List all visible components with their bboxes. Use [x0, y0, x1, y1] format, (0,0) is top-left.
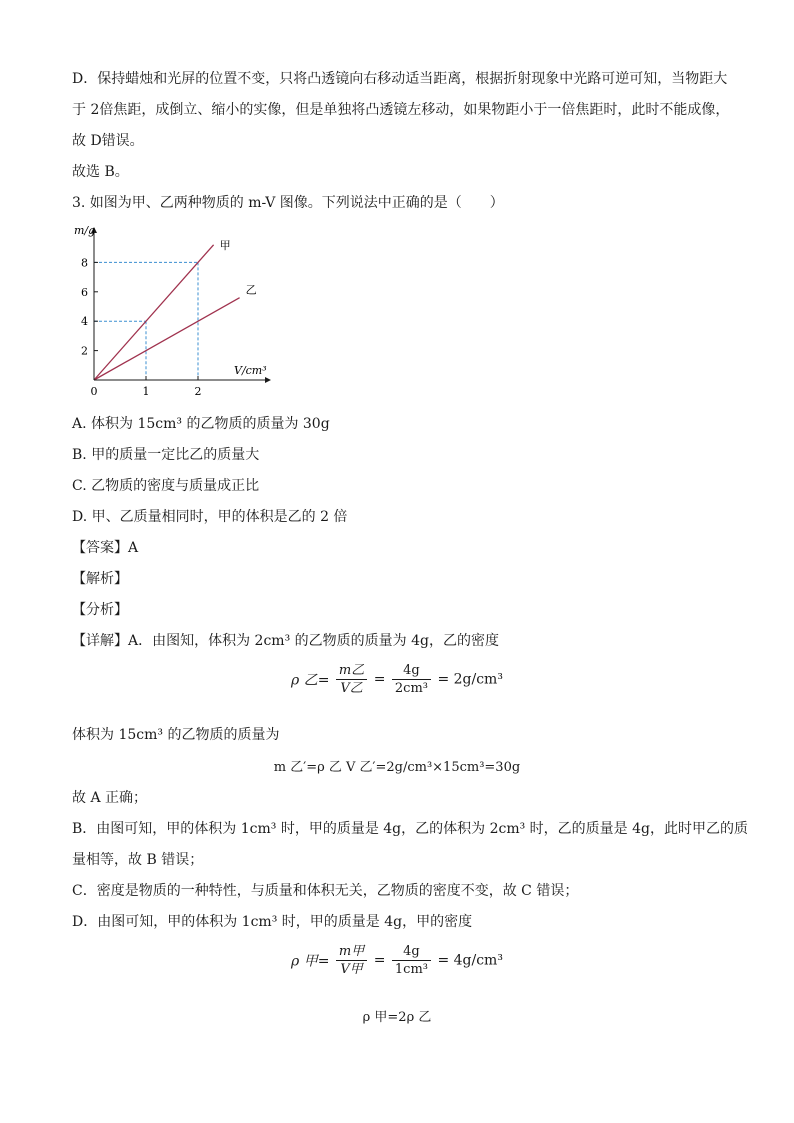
detail-line: 【详解】A．由图知，体积为 2cm³ 的乙物质的质量为 4g，乙的密度: [72, 633, 499, 649]
option-b: B. 甲的质量一定比乙的质量大: [72, 447, 260, 463]
option-d: D. 甲、乙质量相同时，甲的体积是乙的 2 倍: [72, 509, 348, 525]
option-a: A. 体积为 15cm³ 的乙物质的质量为 30g: [72, 416, 330, 432]
b-line-1: B．由图可知，甲的体积为 1cm³ 时，甲的质量是 4g，乙的体积为 2cm³ 时，乙的质量是 4g，此时甲乙的质: [72, 821, 748, 837]
prev-d-line-1: D．保持蜡烛和光屏的位置不变，只将凸透镜向右移动适当距离，根据折射现象中光路可逆可知，当物距大: [72, 71, 728, 87]
equation-density-yi: ρ 乙= $\frac{\text{m乙}}{\text{V乙}}$ = $\frac{4g}{\text{2cm³}}$ = 2g/cm³: [291, 663, 503, 696]
y-tick-label-0: 2: [81, 344, 88, 358]
equation-mass-yi: m 乙′=ρ 乙 V 乙′=2g/cm³×15cm³=30g: [273, 760, 521, 775]
series-label-0: 甲: [219, 238, 231, 252]
x-tick-label-0: 0: [90, 385, 98, 398]
mv-chart: [70, 220, 280, 400]
x-axis-label: V/cm³: [234, 364, 267, 377]
x-tick-label-1: 1: [142, 385, 150, 398]
b-line-2: 量相等，故 B 错误；: [72, 852, 204, 868]
question-stem: 3. 如图为甲、乙两种物质的 m-V 图像。下列说法中正确的是（ ）: [72, 195, 504, 211]
prev-d-line-3: 故 D错误。: [72, 133, 144, 149]
prev-d-line-2: 于 2倍焦距，成倒立、缩小的实像，但是单独将凸透镜左移动，如果物距小于一倍焦距时，此时不能成像，: [72, 102, 730, 118]
series-line-0: [94, 245, 214, 380]
d-line: D．由图可知，甲的体积为 1cm³ 时，甲的质量是 4g，甲的密度: [72, 914, 473, 930]
mass-text: 体积为 15cm³ 的乙物质的质量为: [72, 727, 280, 743]
analysis-title: 【解析】: [72, 571, 128, 587]
c-line: C．密度是物质的一种特性，与质量和体积无关，乙物质的密度不变，故 C 错误；: [72, 883, 579, 899]
series-label-1: 乙: [245, 283, 257, 297]
a-correct-line: 故 A 正确；: [72, 790, 148, 806]
y-tick-label-1: 4: [81, 315, 88, 329]
option-c: C. 乙物质的密度与质量成正比: [72, 478, 260, 494]
series-line-1: [94, 298, 240, 380]
y-tick-label-2: 6: [81, 285, 88, 299]
equation-ratio: ρ 甲=2ρ 乙: [362, 1010, 432, 1025]
y-tick-label-3: 8: [81, 256, 88, 270]
answer-line: 【答案】A: [72, 540, 139, 556]
x-tick-label-2: 2: [194, 385, 202, 398]
equation-density-jia: ρ 甲= $\frac{\text{m甲}}{\text{V甲}}$ = $\frac{4g}{\text{1cm³}}$ = 4g/cm³: [291, 944, 503, 977]
prev-choose-line: 故选 B。: [72, 164, 129, 180]
y-axis-label: m/g: [74, 224, 96, 237]
fenxi-title: 【分析】: [72, 602, 128, 618]
